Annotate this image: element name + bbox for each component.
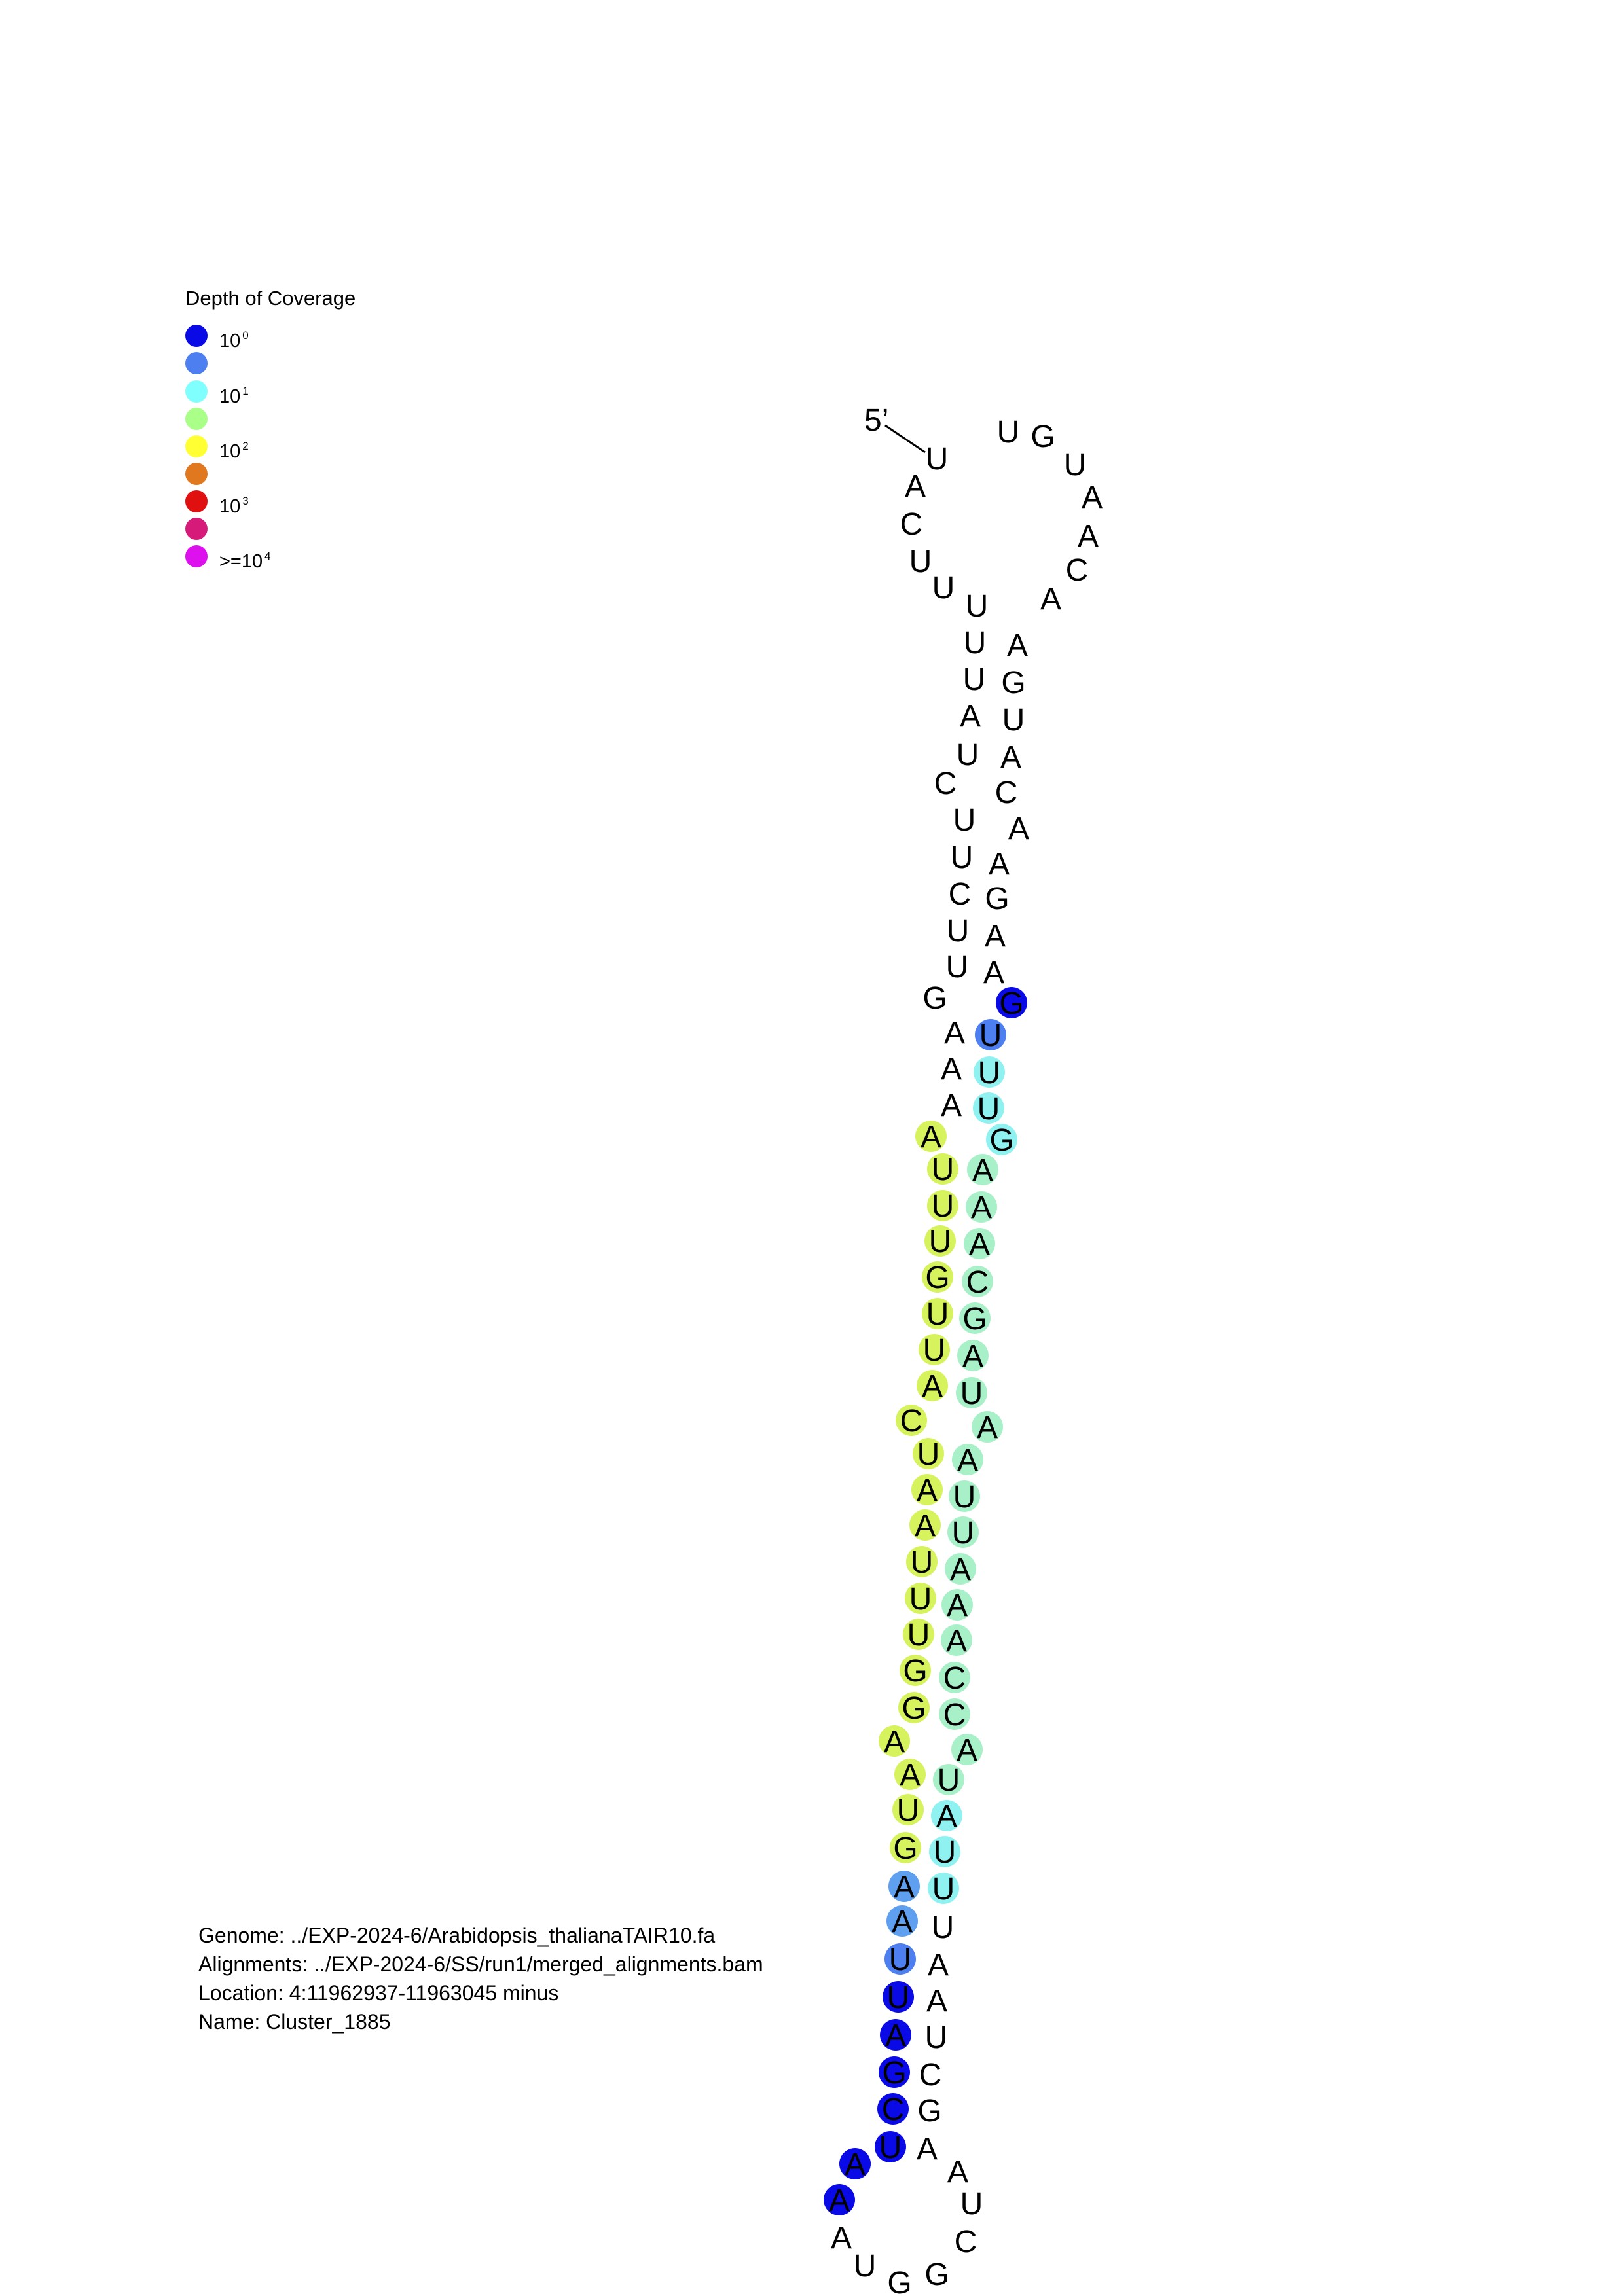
nucleotide: [947, 2155, 968, 2189]
nucleotide-base: A: [1006, 628, 1029, 663]
nucleotide-base: C: [919, 2058, 942, 2092]
nucleotide-base: U: [945, 950, 969, 984]
nucleotide: [927, 1153, 958, 1187]
nucleotide-base: A: [927, 1948, 949, 1982]
nucleotide-base: C: [934, 766, 957, 801]
nucleotide-base: A: [1081, 480, 1103, 515]
nucleotide-base: G: [1030, 420, 1055, 454]
nucleotide-base: A: [956, 1733, 978, 1768]
nucleotide: [947, 914, 970, 948]
nucleotide: [995, 776, 1018, 810]
nucleotide-base: U: [928, 1225, 952, 1259]
nucleotide-base: U: [950, 840, 974, 875]
nucleotide-base: A: [1077, 519, 1099, 554]
nucleotide-base: A: [830, 2221, 852, 2255]
nucleotide: [903, 1618, 934, 1653]
nucleotide-base: U: [977, 1092, 1000, 1126]
nucleotide: [997, 415, 1020, 450]
nucleotide-base: G: [917, 2094, 942, 2128]
nucleotide-base: A: [1040, 582, 1062, 617]
nucleotide-base: U: [963, 626, 987, 660]
nucleotide-base: G: [893, 1831, 918, 1866]
nucleotide: [929, 1835, 960, 1870]
nucleotide: [880, 2018, 911, 2053]
nucleotide-base: A: [936, 1799, 958, 1834]
nucleotide: [900, 507, 923, 542]
nucleotide: [985, 882, 1009, 916]
nucleotide: [875, 2130, 906, 2165]
nucleotide: [884, 1943, 916, 1977]
nucleotide: [913, 1437, 944, 1472]
nucleotide-base: A: [962, 1339, 984, 1374]
nucleotide: [960, 699, 981, 734]
nucleotide-base: A: [828, 2183, 850, 2218]
nucleotide-base: U: [886, 1981, 910, 2015]
nucleotide: [879, 1725, 910, 1759]
nucleotide-base: U: [896, 1793, 920, 1828]
nucleotide-base: U: [932, 1872, 955, 1907]
nucleotide: [1001, 666, 1025, 700]
nucleotide-base: U: [909, 545, 932, 579]
nucleotide-base: A: [957, 1443, 979, 1478]
nucleotide: [956, 1376, 987, 1411]
nucleotide-base: A: [844, 2147, 866, 2182]
nucleotide: [967, 1153, 998, 1188]
nucleotide-base: U: [888, 1943, 912, 1977]
nucleotide-base: U: [1002, 703, 1025, 738]
nucleotide-base: U: [879, 2130, 902, 2165]
nucleotide-base: U: [960, 2187, 983, 2221]
nucleotide-base: U: [931, 1153, 955, 1187]
nucleotide-base: U: [925, 442, 949, 476]
nucleotide-base: A: [984, 919, 1006, 954]
nucleotide-base: A: [899, 1758, 921, 1793]
nucleotide-base: U: [956, 738, 979, 772]
nucleotide-base: G: [925, 1261, 950, 1295]
nucleotide-base: A: [943, 1016, 966, 1050]
nucleotide-base: C: [954, 2225, 977, 2259]
nucleotide: [915, 1120, 947, 1155]
nucleotide: [1030, 420, 1055, 454]
nucleotide: [974, 1056, 1005, 1090]
nucleotide-base: U: [996, 415, 1020, 450]
nucleotide: [972, 1410, 1003, 1445]
alignments-line: Alignments: ../EXP-2024-6/SS/run1/merged_alignments.bam: [198, 1952, 763, 1976]
nucleotide-base: C: [966, 1265, 989, 1300]
nucleotide-base: A: [976, 1410, 998, 1445]
nucleotide-base: G: [989, 1123, 1014, 1158]
nucleotide-base: C: [994, 776, 1018, 810]
name-line: Name: Cluster_1885: [198, 2010, 391, 2034]
nucleotide-base: U: [951, 1516, 975, 1551]
nucleotide: [896, 1404, 927, 1439]
legend-title: Depth of Coverage: [185, 287, 356, 310]
five-prime-line: [885, 425, 925, 452]
nucleotide: [888, 1870, 920, 1905]
nucleotide-base: U: [1063, 448, 1087, 482]
nucleotide: [1066, 553, 1089, 588]
nucleotide: [941, 1624, 972, 1659]
nucleotide-base: A: [926, 1984, 948, 2018]
nucleotide-base: A: [914, 1509, 936, 1543]
nucleotide: [949, 877, 972, 912]
nucleotide: [975, 1018, 1006, 1053]
nucleotide: [919, 2058, 942, 2092]
nucleotide-base: A: [946, 1588, 968, 1623]
nucleotide-base: U: [924, 2020, 948, 2055]
nucleotide-base: U: [962, 662, 986, 697]
nucleotide: [1000, 740, 1021, 775]
nucleotide: [911, 1473, 943, 1508]
nucleotide-base: U: [917, 1437, 940, 1472]
nucleotide-base: U: [922, 1333, 946, 1368]
nucleotide-base: A: [904, 469, 926, 504]
nucleotide: [939, 1661, 970, 1696]
nucleotide-base: U: [965, 589, 989, 624]
nucleotide: [886, 1905, 918, 1939]
nucleotide: [926, 442, 949, 476]
nucleotide: [1078, 519, 1099, 554]
nucleotide: [939, 1698, 970, 1732]
nucleotide: [928, 1948, 949, 1982]
nucleotide: [909, 1509, 941, 1543]
nucleotide: [951, 1733, 983, 1768]
nucleotide-base: G: [902, 1691, 926, 1726]
nucleotide: [952, 1443, 983, 1478]
nucleotide: [959, 1302, 991, 1336]
nucleotide: [898, 1691, 930, 1726]
nucleotide-base: U: [953, 1480, 976, 1515]
nucleotide-base: G: [1001, 666, 1026, 700]
nucleotide-base: G: [922, 981, 947, 1016]
nucleotide: [824, 2183, 855, 2218]
legend-label: 10 $^2$: [219, 440, 249, 462]
nucleotide: [986, 1123, 1017, 1158]
nucleotide: [924, 2257, 949, 2292]
nucleotide-base: C: [1065, 553, 1089, 588]
nucleotide: [934, 766, 957, 801]
nucleotide: [917, 2132, 938, 2166]
nucleotide: [922, 1297, 953, 1332]
nucleotide: [922, 1261, 953, 1295]
nucleotide-base: G: [962, 1302, 987, 1336]
nucleotide: [964, 626, 987, 660]
five-prime-label: 5’: [864, 403, 889, 438]
nucleotide-base: U: [909, 1582, 932, 1617]
nucleotide: [887, 2266, 911, 2296]
nucleotide-base: G: [999, 986, 1024, 1021]
nucleotide-base: C: [948, 877, 972, 912]
nucleotide-base: G: [924, 2257, 949, 2292]
nucleotide: [985, 919, 1006, 954]
nucleotide: [947, 1516, 979, 1551]
nucleotide-base: A: [940, 1052, 962, 1086]
nucleotide: [944, 1016, 965, 1050]
nucleotide: [957, 738, 979, 772]
nucleotide-base: A: [883, 1725, 905, 1759]
nucleotide: [941, 1588, 973, 1623]
nucleotide: [951, 840, 974, 875]
nucleotide: [839, 2147, 871, 2182]
nucleotide-base: A: [968, 1227, 991, 1262]
nucleotide: [963, 662, 986, 697]
nucleotide: [941, 1088, 962, 1123]
nucleotide-base: A: [988, 847, 1010, 882]
nucleotide: [983, 956, 1004, 990]
nucleotide: [966, 1191, 997, 1225]
nucleotide: [909, 545, 932, 579]
nucleotide-base: A: [884, 2018, 907, 2053]
nucleotide-base: A: [920, 1120, 942, 1155]
nucleotide: [973, 1092, 1004, 1126]
nucleotide-base: U: [946, 914, 970, 948]
nucleotide-base: A: [972, 1153, 994, 1188]
nucleotide-base: A: [1000, 740, 1022, 775]
nucleotide: [1007, 628, 1028, 663]
nucleotide: [949, 1480, 980, 1515]
nucleotide: [928, 1872, 959, 1907]
nucleotide-base: A: [947, 2155, 969, 2189]
nucleotide: [927, 1189, 958, 1224]
nucleotide-base: G: [985, 882, 1010, 916]
nucleotide-base: A: [893, 1870, 915, 1905]
nucleotide: [917, 1369, 948, 1404]
nucleotide-base: C: [881, 2092, 905, 2127]
nucleotide-base: U: [910, 1545, 934, 1580]
nucleotide: [1040, 582, 1061, 617]
nucleotide-base: C: [900, 507, 923, 542]
nucleotide: [900, 1654, 931, 1689]
nucleotide: [941, 1052, 962, 1086]
nucleotide: [877, 2092, 909, 2127]
location-line: Location: 4:11962937-11963045 minus: [198, 1981, 559, 2005]
nucleotide: [905, 469, 926, 504]
nucleotide-base: A: [1008, 812, 1030, 846]
nucleotide-base: A: [945, 1624, 968, 1659]
nucleotide: [933, 1763, 964, 1798]
nucleotide-base: C: [900, 1404, 923, 1439]
nucleotide-base: U: [979, 1018, 1002, 1053]
genome-line: Genome: ../EXP-2024-6/Arabidopsis_thalianaTAIR10.fa: [198, 1924, 716, 1947]
nucleotide: [932, 1910, 955, 1945]
nucleotide-base: A: [916, 2132, 938, 2166]
nucleotide: [996, 986, 1027, 1021]
nucleotide: [925, 2020, 948, 2055]
nucleotide-base: U: [953, 803, 976, 838]
nucleotide-base: A: [949, 1552, 972, 1587]
cluster-name: Cluster_1885: [266, 2010, 391, 2034]
nucleotide-base: G: [903, 1654, 928, 1689]
nucleotide-base: U: [933, 1835, 957, 1870]
nucleotide-base: A: [970, 1191, 993, 1225]
legend-label: 10 $^3$: [219, 495, 249, 517]
nucleotide-base: C: [943, 1661, 966, 1696]
nucleotide: [831, 2221, 852, 2255]
nucleotide-base: A: [940, 1088, 962, 1123]
nucleotide-base: A: [921, 1369, 943, 1404]
nucleotide: [894, 1758, 926, 1793]
nucleotide: [1008, 812, 1029, 846]
nucleotide: [964, 1227, 995, 1262]
nucleotide-base: U: [926, 1297, 949, 1332]
nucleotide-base: U: [853, 2249, 877, 2284]
nucleotide: [890, 1831, 921, 1866]
nucleotide: [960, 2187, 983, 2221]
nucleotide-base: U: [931, 1189, 955, 1224]
nucleotide: [1002, 703, 1025, 738]
nucleotide-base: A: [983, 956, 1005, 990]
nucleotide-base: U: [932, 571, 955, 605]
nucleotide: [922, 981, 947, 1016]
nucleotide-base: U: [937, 1763, 960, 1798]
nucleotide: [931, 1799, 962, 1834]
legend-label: >=10 $^4$: [219, 550, 271, 572]
nucleotide: [957, 1339, 989, 1374]
nucleotide: [892, 1793, 924, 1828]
nucleotide: [966, 589, 989, 624]
nucleotide: [879, 2056, 910, 2090]
nucleotide: [946, 950, 969, 984]
nucleotide: [854, 2249, 877, 2284]
legend-label: 10 $^1$: [219, 385, 249, 407]
nucleotide: [924, 1225, 956, 1259]
nucleotide-base: A: [891, 1905, 913, 1939]
nucleotide: [905, 1582, 936, 1617]
nucleotide-base: U: [907, 1618, 930, 1653]
nucleotide: [932, 571, 955, 605]
nucleotide-base: A: [916, 1473, 938, 1508]
nucleotide-base: G: [887, 2266, 912, 2296]
nucleotide-base: G: [882, 2056, 907, 2090]
nucleotide: [926, 1984, 947, 2018]
nucleotide: [906, 1545, 938, 1580]
nucleotide: [1082, 480, 1103, 515]
run-info: [198, 1921, 853, 2036]
nucleotide: [962, 1265, 993, 1300]
nucleotide: [989, 847, 1010, 882]
nucleotide: [945, 1552, 976, 1587]
nucleotide: [1064, 448, 1087, 482]
nucleotide: [955, 2225, 977, 2259]
nucleotide: [917, 2094, 941, 2128]
nucleotide-base: U: [960, 1376, 983, 1411]
nucleotide: [953, 803, 976, 838]
nucleotide-base: U: [977, 1056, 1001, 1090]
nucleotide: [919, 1333, 950, 1368]
nucleotide-base: C: [943, 1698, 966, 1732]
nucleotide-base: U: [931, 1910, 955, 1945]
nucleotide-base: A: [959, 699, 981, 734]
legend-label: 10 $^0$: [219, 329, 249, 351]
nucleotide: [883, 1981, 914, 2015]
